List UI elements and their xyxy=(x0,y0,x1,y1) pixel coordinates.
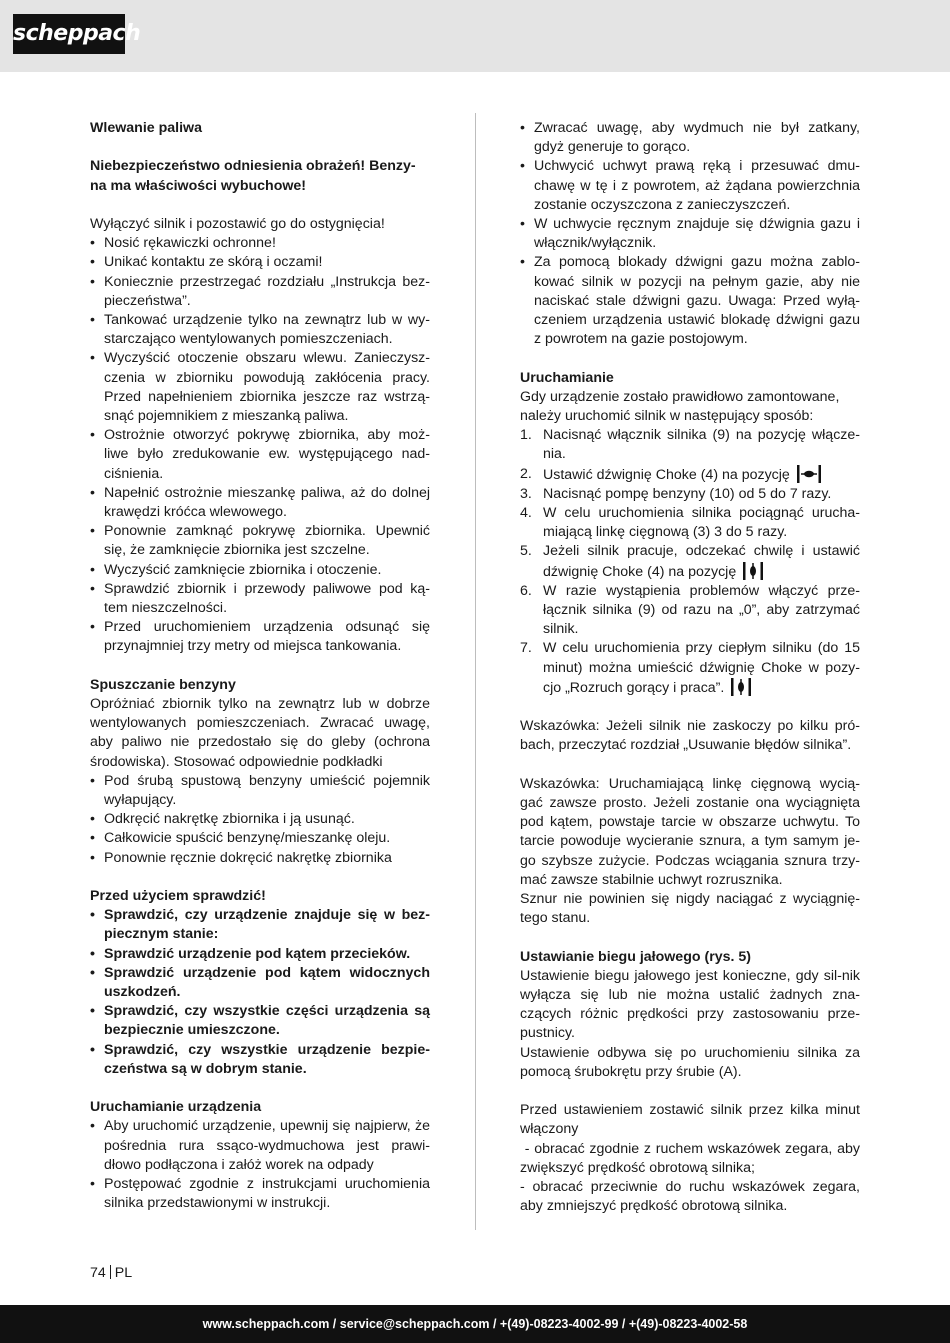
list-item: • Uchwycić uchwyt prawą ręką i przesuwać dmu-chawę w tę i z powrotem, aż żądana powierzchnia zostanie oczyszczona z zanieczyszczeń. xyxy=(520,157,860,215)
list-item: • Przed uruchomieniem urządzenia odsunąć się przynajmniej trzy metry od miejsca tankowania. xyxy=(90,618,430,656)
list-item: • Ponownie zamknąć pokrywę zbiornika. Upewnić się, że zamknięcie zbiornika jest szczelne. xyxy=(90,522,430,560)
list-item: 2. Ustawić dźwignię Choke (4) na pozycję xyxy=(520,465,860,485)
section-title-refuel: Wlewanie paliwa xyxy=(90,120,202,136)
section-title-idle: Ustawianie biegu jałowego (rys. 5) xyxy=(520,948,751,965)
list-item: • Ponownie ręcznie dokręcić nakrętkę zbiornika xyxy=(90,849,430,868)
hint-engine-errors: Wskazówka: Jeżeli silnik nie zaskoczy po kilku pró-bach, przeczytać rozdział „Usuwanie błędów silnika”. xyxy=(520,718,860,754)
list-item: • Sprawdzić, czy wszystkie części urządzenia są bezpiecznie umieszczone. xyxy=(90,1002,430,1040)
list-item: 4. W celu uruchomienia silnika pociągnąć urucha-miającą linkę cięgnową (3) 3 do 5 razy. xyxy=(520,505,860,541)
list-item: • Sprawdzić, czy urządzenie znajduje się w bez-piecznym stanie: xyxy=(90,906,430,944)
list-item: • W uchwycie ręcznym znajduje się dźwignia gazu i włącznik/wyłącznik. xyxy=(520,215,860,253)
drain-text: Opróżniać zbiornik tylko na zewnątrz lub w dobrze wentylowanych pomieszczeniach. Zwracać uwagę, aby paliwo nie przedostało się do gleby (ochrona środowiska). Stosować odpowiednie podkładki xyxy=(90,696,430,770)
contact-band xyxy=(0,1305,950,1343)
section-title-check: Przed użyciem sprawdzić! xyxy=(90,888,266,905)
language-code: PL xyxy=(114,1265,133,1281)
list-item: • Koniecznie przestrzegać rozdziału „Instrukcja bez-pieczeństwa”. xyxy=(90,273,430,311)
footer-separator xyxy=(110,1265,111,1279)
header-band xyxy=(0,0,950,72)
idle-text-3: Przed ustawieniem zostawić silnik przez kilka minut włączony xyxy=(520,1102,860,1138)
choke-closed-icon xyxy=(796,465,822,483)
section-title-starting: Uruchamianie xyxy=(520,369,614,386)
list-item: • Sprawdzić zbiornik i przewody paliwowe pod ką-tem nieszczelności. xyxy=(90,580,430,618)
list-item: 1. Nacisnąć włącznik silnika (9) na pozycję włącze-nia. xyxy=(520,427,860,463)
list-item: 5. Jeżeli silnik pracuje, odczekać chwilę i ustawić dźwignię Choke (4) na pozycję xyxy=(520,543,860,580)
section-title-drain: Spuszczanie benzyny xyxy=(90,676,236,693)
refuel-intro: Wyłączyć silnik i pozostawić go do ostygnięcia! xyxy=(90,215,385,232)
right-column xyxy=(520,119,864,1217)
choke-open-icon xyxy=(730,678,752,696)
contact-line: www.scheppach.com / service@scheppach.com / +(49)-08223-4002-99 / +(49)-08223-4002-58 xyxy=(202,1317,748,1331)
list-item: 7. W celu uruchomienia przy ciepłym silniku (do 15 minut) można umieścić dźwignię Choke w pozy-cjo „Rozruch gorący i praca”. xyxy=(520,640,860,696)
column-divider xyxy=(475,113,476,1230)
check-list xyxy=(90,906,430,1079)
hint-cord-tension: Sznur nie powinien się nigdy naciągać z wyciągnię-tego stanu. xyxy=(520,891,860,927)
idle-text-4: - obracać zgodnie z ruchem wskazówek zegara, aby zwiększyć prędkość obrotową silnika; xyxy=(520,1140,864,1176)
brand-logo: scheppach xyxy=(13,14,125,54)
idle-text-1: Ustawienie biegu jałowego jest konieczne, gdy sil-nik wyłącza się lub nie można ustalić żadnych zna-czących różnic prędkości przy zastosowaniu prze-pustnicy. xyxy=(520,967,860,1042)
list-item: • Sprawdzić urządzenie pod kątem widocznych uszkodzeń. xyxy=(90,964,430,1002)
list-item: • Aby uruchomić urządzenie, upewnij się najpierw, że pośrednia rura ssąco-wydmuchowa jest prawi-dłowo podłączona i załóż worek na odpady xyxy=(90,1117,430,1175)
warning-text: Niebezpieczeństwo odniesienia obrażeń! Benzy-na ma właściwości wybuchowe! xyxy=(90,158,416,194)
drain-list xyxy=(90,772,430,868)
list-item: • Unikać kontaktu ze skórą i oczami! xyxy=(90,253,430,272)
list-item: • Wyczyścić otoczenie obszaru wlewu. Zanieczysz-czenia w zbiorniku powodują zakłócenia pracy. Przed napełnieniem zbiornika jeszcze raz wstrzą-snąć pojemnikiem z mieszanką paliwa. xyxy=(90,349,430,426)
list-item: 3. Nacisnąć pompę benzyny (10) od 5 do 7 razy. xyxy=(520,485,832,502)
starting-intro: Gdy urządzenie zostało prawidłowo zamontowane, należy uruchomić silnik w następujący sposób: xyxy=(520,388,840,425)
list-item: • Całkowicie spuścić benzynę/mieszankę oleju. xyxy=(90,829,430,848)
list-item: • Pod śrubą spustową benzyny umieścić pojemnik wyłapujący. xyxy=(90,772,430,810)
idle-text-5: - obracać przeciwnie do ruchu wskazówek zegara, aby zmniejszyć prędkość obrotową silnika. xyxy=(520,1179,860,1215)
list-item: • Napełnić ostrożnie mieszankę paliwa, aż do dolnej krawędzi króćca wlewowego. xyxy=(90,484,430,522)
list-item: • Wyczyścić zamknięcie zbiornika i otoczenie. xyxy=(90,561,430,580)
choke-open-icon xyxy=(742,562,764,580)
operation-list xyxy=(520,119,860,349)
starting-steps xyxy=(520,426,860,698)
left-column xyxy=(90,119,430,1214)
list-item: • Za pomocą blokady dźwigni gazu można zablo-kować silnik w pozycji na pełnym gazie, aby nie naciskać stale dźwigni gazu. Uwaga: Przed wyłą-czeniem urządzenia ustawić blokadę dźwigni gazu z powrotem na gazie postojowym. xyxy=(520,253,860,349)
page-footer xyxy=(90,1264,132,1283)
list-item: • Nosić rękawiczki ochronne! xyxy=(90,234,430,253)
list-item: • Tankować urządzenie tylko na zewnątrz lub w wy-starczająco wentylowanych pomieszczeniach. xyxy=(90,311,430,349)
idle-text-2: Ustawienie odbywa się po uruchomieniu silnika za pomocą śrubokrętu przy śrubie (A). xyxy=(520,1044,860,1080)
list-item: • Sprawdzić urządzenie pod kątem przecieków. xyxy=(90,945,430,964)
list-item: • Odkręcić nakrętkę zbiornika i ją usunąć. xyxy=(90,810,430,829)
list-item: • Postępować zgodnie z instrukcjami uruchomienia silnika przedstawionymi w instrukcji. xyxy=(90,1175,430,1213)
list-item: • Ostrożnie otworzyć pokrywę zbiornika, aby moż-liwe było zredukowanie ew. występującego nad-ciśnienia. xyxy=(90,426,430,484)
list-item: 6. W razie wystąpienia problemów włączyć prze-łącznik silnika (9) od razu na „0”, aby zatrzymać silnik. xyxy=(520,582,860,638)
hint-pull-cord: Wskazówka: Uruchamiającą linkę cięgnową wycią-gać zawsze prosto. Jeżeli zostanie ona wyciągnięta pod kątem, powstaje tarcie w obszarze uchwytu. To tarcie powoduje wycieranie sznura, a tym samym je-go szybsze zużycie. Podczas wciągania sznura trzy-mać zawsze stabilnie uchwyt rozrusznika. xyxy=(520,775,860,888)
list-item: • Zwracać uwagę, aby wydmuch nie był zatkany, gdyż generuje to gorąco. xyxy=(520,119,860,157)
start-device-list xyxy=(90,1117,430,1213)
page-number: 74 xyxy=(90,1265,106,1281)
list-item: • Sprawdzić, czy wszystkie urządzenie bezpie-czeństwa są w dobrym stanie. xyxy=(90,1041,430,1079)
refuel-list xyxy=(90,234,430,656)
section-title-start-device: Uruchamianie urządzenia xyxy=(90,1099,262,1116)
